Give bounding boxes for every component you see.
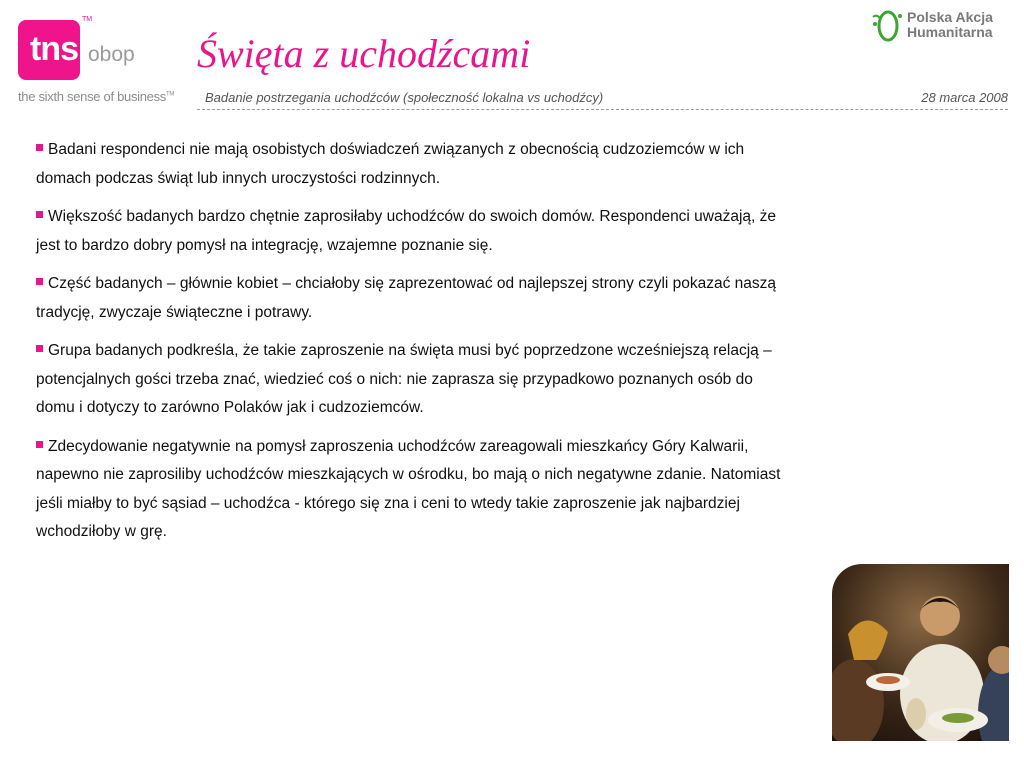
paragraph-1 [36, 136, 784, 193]
pink-square-bullet-icon [36, 441, 43, 448]
paragraph-3 [36, 270, 784, 327]
paragraph-text: Grupa badanych podkreśla, że takie zaproszenie na święta musi być poprzedzone wcześniejszą relacją – potencjalnych gości trzeba znać, wiedzieć coś o nich: nie zaprasza się przypadkowo poznanych osób do domu i dotyczy to zarówno Polaków jak i cudzoziemców. [36, 342, 772, 416]
partner-logo-line2: Humanitarna [907, 24, 993, 40]
tns-logo-suffix: obop [88, 43, 135, 66]
paragraph-4 [36, 337, 784, 423]
paragraph-text: Większość badanych bardzo chętnie zaprosiłaby uchodźców do swoich domów. Respondenci uważają, że jest to bardzo dobry pomysł na integrację, wzajemne poznanie się. [36, 208, 777, 254]
paragraph-5 [36, 433, 784, 547]
paragraph-text: Część badanych – głównie kobiet – chciałoby się zaprezentować od najlepszej strony czyli pokazać naszą tradycję, zwyczaje świąteczne i potrawy. [36, 275, 777, 321]
pink-square-bullet-icon [36, 144, 43, 151]
subtitle: Badanie postrzegania uchodźców (społeczność lokalna vs uchodźcy) [205, 90, 604, 105]
pink-square-bullet-icon [36, 345, 43, 352]
tns-logo-text: tns [30, 30, 78, 68]
pink-square-bullet-icon [36, 278, 43, 285]
tagline [18, 89, 174, 104]
tagline-text: the sixth sense of business [18, 89, 166, 104]
tns-logo [18, 20, 80, 80]
paragraph-text: Zdecydowanie negatywnie na pomysł zaproszenia uchodźców zareagowali mieszkańcy Góry Kalwarii, napewno nie zaprosiliby uchodźców mieszkających w ośrodku, bo mają o nich negatywne zdanie. Natomiast jeśli miałby to być sąsiad – uchodźca - którego się zna i ceni to wtedy takie zaproszenie jak najbardziej wchodziłoby w grę. [36, 437, 781, 540]
header-divider [197, 109, 1008, 110]
date: 28 marca 2008 [921, 90, 1008, 105]
paragraph-text: Badani respondenci nie mają osobistych doświadczeń związanych z obecnością cudzoziemców w ich domach podczas świąt lub innych uroczystości rodzinnych. [36, 141, 745, 187]
partner-logo-line1: Polska Akcja [907, 9, 993, 25]
pink-square-bullet-icon [36, 211, 43, 218]
tns-logo-tm: TM [82, 16, 93, 23]
tagline-tm: TM [166, 91, 175, 98]
content-body [36, 136, 784, 557]
dinner-photo [832, 564, 1009, 741]
partner-logo-text [907, 10, 993, 40]
paragraph-2 [36, 203, 784, 260]
page-title: Święta z uchodźcami [197, 31, 531, 76]
